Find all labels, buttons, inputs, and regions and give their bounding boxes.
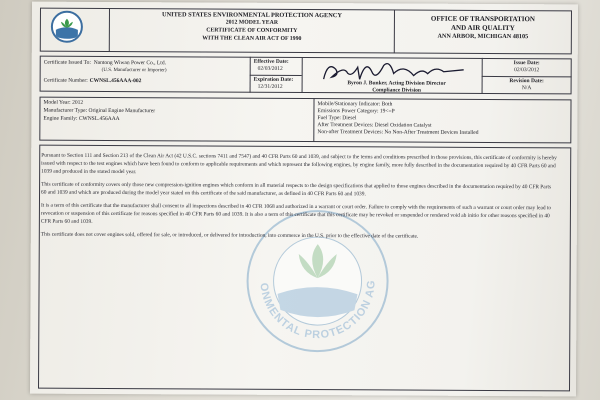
model-year-field: Model Year: 2012 bbox=[43, 99, 84, 106]
epa-seal-icon bbox=[242, 206, 393, 357]
certificate-number-value: CWNSL.456AAA-002 bbox=[89, 77, 142, 85]
clean-air-act-title: WITH THE CLEAN AIR ACT OF 1990 bbox=[202, 35, 302, 42]
body-paragraph-3: It is a term of this certificate that the manufacturer shall consent to all inspections described in 40 CFR 1068 and authorized in a warrant or court order. Failure to comply with the requirements of such a warrant or court order may lead to revocation or suspension of this certificate for reasons specified in 40 CFR Parts 60 and 1039. It is also a term of this certificate that this certificate may be revoked or suspended or rendered void ab initio for other reasons specified in 40 CFR Parts 60 and 1039. bbox=[40, 202, 552, 225]
manufacturer-type-field: Manufacturer Type: Original Engine Manufacturer bbox=[43, 107, 156, 115]
effective-date-value: 02/03/2012 bbox=[257, 65, 283, 72]
certificate-number-label: Certificate Number: bbox=[43, 77, 88, 84]
certificate-sheet bbox=[30, 2, 578, 397]
epa-logo bbox=[51, 11, 83, 43]
expiration-date-value: 12/31/2012 bbox=[257, 83, 283, 90]
body-paragraph-4: This certificate does not cover engines sold, offered for sale, or introduced, or delivered for introduction, into commerce in the U.S. prior to the effective date of the certificate. bbox=[40, 231, 419, 240]
issue-date-value: 02/03/2012 bbox=[514, 67, 540, 74]
signer-name: Byron J. Bunker, Acting Division Director bbox=[347, 80, 446, 87]
epa-flower-icon bbox=[53, 13, 81, 41]
office-line-1: OFFICE OF TRANSPORTATION bbox=[430, 14, 536, 24]
agency-title: UNITED STATES ENVIRONMENTAL PROTECTION AGENCY bbox=[162, 11, 342, 20]
issued-to-note: (U.S. Manufacturer or Importer) bbox=[101, 67, 167, 74]
certificate-title: CERTIFICATE OF CONFORMITY bbox=[206, 27, 298, 34]
epa-seal-watermark bbox=[242, 206, 393, 357]
revision-date-label: Revision Date: bbox=[509, 78, 544, 85]
office-line-2: AND AIR QUALITY bbox=[450, 23, 515, 33]
issued-to-label: Certificate Issued To: bbox=[43, 59, 91, 66]
engine-family-field: Engine Family: CWNSL.456AAA bbox=[43, 115, 120, 123]
non-after-treatment-field: Non-after Treatment Devices: No Non-After Treatment Devices Installed bbox=[317, 129, 479, 136]
seal-text: ENVIRONMENTAL PROTECTION AGENCY bbox=[257, 279, 378, 342]
office-line-3: ANN ARBOR, MICHIGAN 48105 bbox=[437, 32, 529, 41]
revision-date-value: N/A bbox=[521, 85, 532, 92]
divider bbox=[302, 57, 303, 93]
after-treatment-field: After Treatment Devices: Diesel Oxidation Catalyst bbox=[317, 122, 432, 129]
body-paragraph-1: Pursuant to Section 111 and Section 213 of the Clean Air Act (42 U.S.C. sections 7411 and 7547) and 40 CFR Parts 60 and 1039, and subject to the terms and conditions prescribed in those provisions, this certificate of conformity is hereby issued with respect to the test engines which have been found to conform to applicable requirements and which represent the following engines, by engine family, more fully described in the documentation required by 40 CFR Parts 60 and 1039 and produced in the stated model year. bbox=[41, 152, 557, 175]
fuel-type-field: Fuel Type: Diesel bbox=[317, 115, 357, 122]
effective-date-label: Effective Date: bbox=[253, 58, 289, 65]
signer-division: Compliance Division bbox=[372, 87, 421, 94]
indicator-field: Mobile/Stationary Indicator: Both bbox=[317, 101, 393, 108]
power-category-field: Emissions Power Category: 19<=P bbox=[317, 108, 395, 115]
expiration-date-label: Expiration Date: bbox=[253, 76, 294, 83]
issued-to-value: Nantong Wiwan Power Co., Ltd. bbox=[93, 59, 166, 67]
body-paragraph-2: This certificate of conformity covers only those new compression-ignition engines which conform in all material respects to the design specifications that applied to those engines described in the documentation required by 40 CFR Parts 60 and 1039 and which are produced during the model year stated on this certificate of the said manufacturer, as defined in 40 CFR Parts 60 and 1039. bbox=[41, 181, 552, 198]
issue-date-label: Issue Date: bbox=[513, 60, 540, 67]
model-year-title: 2012 MODEL YEAR bbox=[225, 19, 279, 26]
